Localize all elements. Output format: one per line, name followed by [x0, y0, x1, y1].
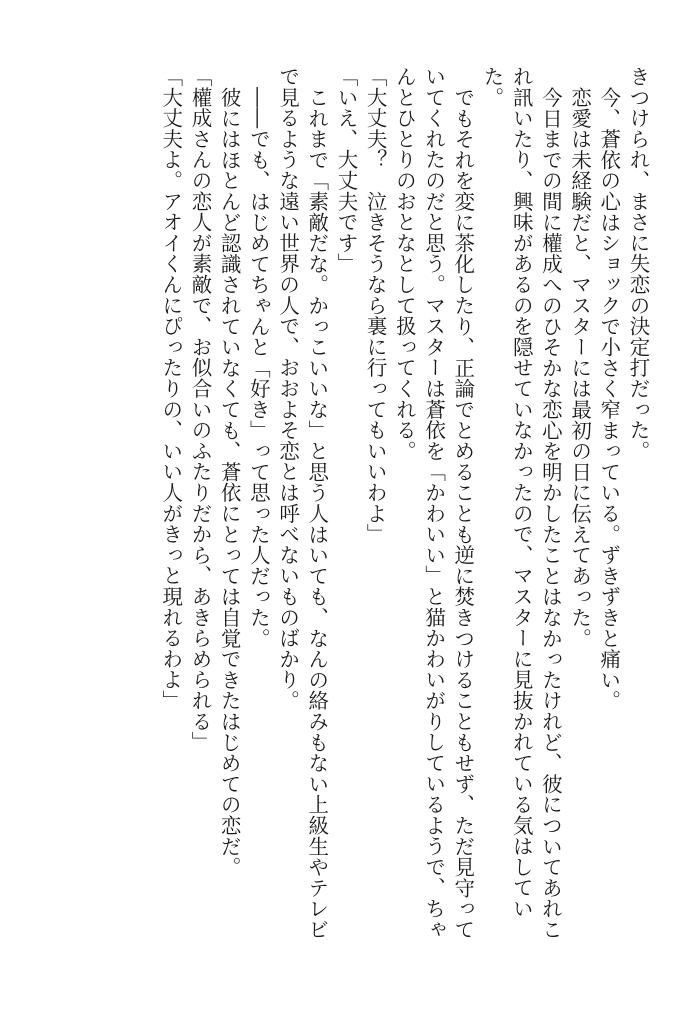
text-line-17: 「大丈夫よ。アオイくんにぴったりの、いい人がきっと現れるわよ」: [158, 66, 183, 711]
text-line-7: でもそれを変に茶化したり、正論でとめることも逆に焚きつけることもせず、ただ見守って: [450, 86, 475, 940]
text-line-11: 「いえ、大丈夫です」: [333, 66, 358, 274]
text-line-2: 今、蒼依の心はショックで小さく窄まっている。ずきずきと痛い。: [596, 86, 621, 711]
text-line-8: いてくれたのだと思う。マスターは蒼依を「かわいい」と猫かわいがりしているようで、ちゃ: [421, 66, 446, 940]
text-line-4: 今日までの間に權成へのひそかな恋心を明かしたことはなかったけれど、彼についてあれこ: [538, 86, 563, 940]
text-line-16: 「權成さんの恋人が素敵で、お似合いのふたりだから、あきらめられる」: [187, 66, 212, 753]
text-line-14: ――でも、はじめてちゃんと「好き」って思った人だった。: [246, 86, 271, 649]
text-line-1: きつけられ、まさに失恋の決定打だった。: [626, 66, 650, 462]
text-line-15: 彼にはほとんど認識されていなくても、蒼依にとっては自覚できたはじめての恋だ。: [217, 86, 242, 877]
text-line-9: んとひとりのおとなとして扱ってくれる。: [392, 66, 417, 462]
vertical-text-body: [156, 66, 652, 966]
text-line-5: れ訊いたり、興味があるのを隠せていなかったので、マスターに見抜かれている気はしてい: [509, 66, 534, 919]
text-line-12: これまで「素敵だな。かっこいいな」と思う人はいても、なんの絡みもない上級生やテレビ: [304, 86, 329, 940]
text-line-13: で見るような遠い世界の人で、おおよそ恋とは呼べないものばかり。: [275, 66, 300, 711]
text-line-6: た。: [479, 66, 504, 108]
text-line-3: 恋愛は未経験だと、マスターには最初の日に伝えてあった。: [567, 86, 592, 649]
text-line-10: 「大丈夫？ 泣きそうなら裏に行ってもいいわよ」: [363, 66, 388, 545]
